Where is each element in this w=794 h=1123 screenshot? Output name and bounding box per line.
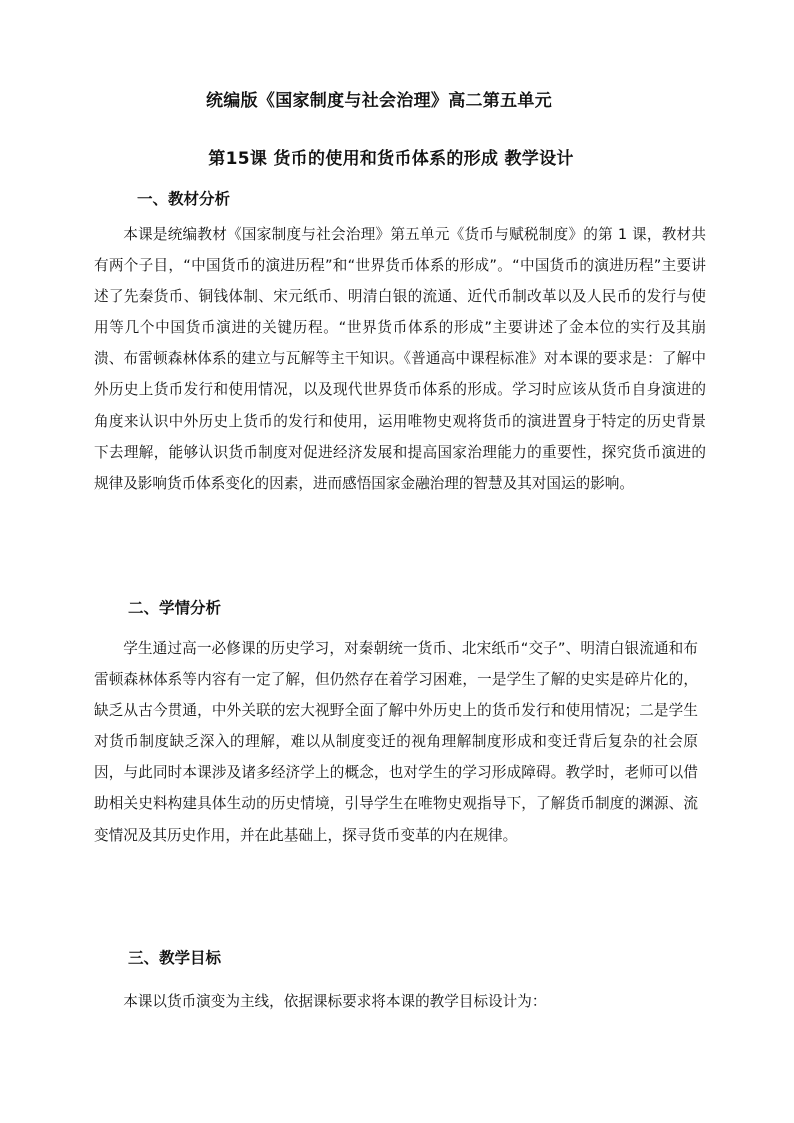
document-title: 统编版《国家制度与社会治理》高二第五单元: [206, 91, 552, 111]
section-paragraph-student-analysis: 学生通过高一必修课的历史学习，对秦朝统一货币、北宋纸币“交子”、明清白银流通和布雷顿森林体系等内容有一定了解，但仍然存在着学习困难，一是学生了解的史实是碎片化的，缺乏从古今贯通，中外关联的宏大视野全面了解中外历史上的货币发行和使用情况；二是学生对货币制度缺乏深入的理解，难以从制度变迁的视角理解制度形成和变迁背后复杂的社会原因，与此同时本课涉及诸多经济学上的概念，也对学生的学习形成障碍。教学时，老师可以借助相关史料构建具体生动的历史情境，引导学生在唯物史观指导下，了解货币制度的渊源、流变情况及其历史作用，并在此基础上，探寻货币变革的内在规律。: [94, 640, 698, 844]
section-heading-textbook-analysis: 一、教材分析: [137, 190, 231, 208]
lesson-title: 第15课 货币的使用和货币体系的形成 教学设计: [208, 149, 574, 169]
section-paragraph-teaching-goals: 本课以货币演变为主线，依据课标要求将本课的教学目标设计为：: [123, 993, 547, 1010]
section-paragraph-textbook-analysis: 本课是统编教材《国家制度与社会治理》第五单元《货币与赋税制度》的第 1 课，教材共有两个子目，“中国货币的演进历程”和“世界货币体系的形成”。“中国货币的演进历程”主要讲述了先秦货币、铜钱体制、宋元纸币、明清白银的流通、近代币制改革以及人民币的发行与使用等几个中国货币演进的关键历程。“世界货币体系的形成”主要讲述了金本位的实行及其崩溃、布雷顿森林体系的建立与瓦解等主干知识。《普通高中课程标准》对本课的要求是：了解中外历史上货币发行和使用情况，以及现代世界货币体系的形成。学习时应该从货币自身演进的角度来认识中外历史上货币的发行和使用，运用唯物史观将货币的演进置身于特定的历史背景下去理解，能够认识货币制度对促进经济发展和提高国家治理能力的重要性，探究货币演进的规律及影响货币体系变化的因素，进而感悟国家金融治理的智慧及其对国运的影响。: [94, 226, 706, 492]
section-heading-student-analysis: 二、学情分析: [128, 599, 222, 617]
section-heading-teaching-goals: 三、教学目标: [128, 949, 222, 967]
